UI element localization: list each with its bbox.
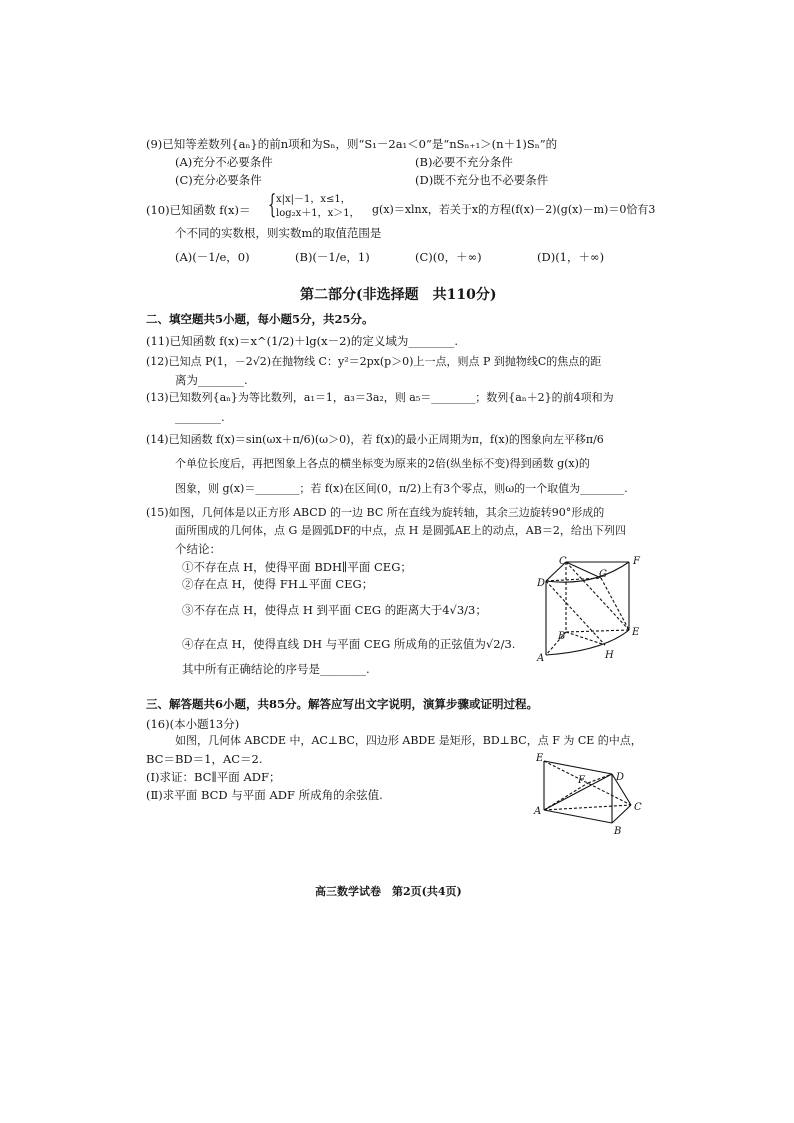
q16-line1: 如图，几何体 ABCDE 中，AC⊥BC，四边形 ABDE 是矩形，BD⊥BC，点 F 为 CE 的中点， bbox=[175, 734, 642, 747]
q9-option-a: (A)充分不必要条件 bbox=[175, 155, 273, 169]
part2-title: 第二部分(非选择题 共110分) bbox=[300, 287, 497, 303]
q9-option-c: (C)充分必要条件 bbox=[175, 173, 262, 187]
q14-line2: 个单位长度后，再把图象上各点的横坐标变为原来的2倍(纵坐标不变)得到函数 g(x)的 bbox=[175, 457, 590, 470]
fill-heading: 二、填空题共5小题，每小题5分，共25分。 bbox=[146, 312, 374, 326]
fig2-label-b: B bbox=[614, 826, 622, 837]
q16-part1: (Ⅰ)求证：BC∥平面 ADF； bbox=[146, 770, 281, 784]
fig1-label-h: H bbox=[605, 650, 614, 661]
q15-line1: (15)如图，几何体是以正方形 ABCD 的一边 BC 所在直线为旋转轴，其余三边旋转90°形成的 bbox=[146, 506, 605, 519]
q13-line1: (13)已知数列{aₙ}为等比数列，a₁＝1，a₃＝3a₂，则 a₅＝________；数列{aₙ＋2}的前4项和为 bbox=[146, 391, 614, 404]
q9-option-d: (D)既不充分也不必要条件 bbox=[415, 173, 549, 187]
q15-conclusion-3: ③不存在点 H，使得点 H 到平面 CEG 的距离大于4√3/3； bbox=[182, 603, 487, 617]
fig1-label-b: B bbox=[558, 631, 566, 642]
fig2-label-c: C bbox=[634, 802, 642, 813]
q14-line1: (14)已知函数 f(x)＝sin(ωx＋π/6)(ω＞0)，若 f(x)的最小正周期为π，f(x)的图象向左平移π/6 bbox=[146, 433, 604, 446]
q15-line3: 个结论： bbox=[175, 542, 221, 556]
q15-answer-line: 其中所有正确结论的序号是________. bbox=[182, 662, 370, 676]
q10-piece2: log₂x＋1，x＞1， bbox=[276, 208, 360, 219]
q16-title: (16)(本小题13分) bbox=[146, 717, 240, 731]
fig2-label-a: A bbox=[534, 806, 542, 817]
q12-line1: (12)已知点 P(1，－2√2)在抛物线 C：y²＝2px(p＞0)上一点，则点 P 到抛物线C的焦点的距 bbox=[146, 355, 602, 368]
q10-option-c: (C)(0，＋∞) bbox=[415, 250, 482, 264]
q15-figure bbox=[533, 553, 651, 668]
q10-option-a: (A)(－1/e，0) bbox=[175, 250, 250, 264]
q13-line2: ________. bbox=[175, 410, 225, 424]
fig2-label-e: E bbox=[536, 753, 544, 764]
q15-conclusion-1: ①不存在点 H，使得平面 BDH∥平面 CEG； bbox=[182, 560, 412, 574]
q10-option-b: (B)(－1/e，1) bbox=[295, 250, 370, 264]
q15-conclusion-2: ②存在点 H，使得 FH⊥平面 CEG； bbox=[182, 577, 374, 591]
fig1-label-c: C bbox=[559, 556, 567, 567]
page-footer: 高三数学试卷 第2页(共4页) bbox=[315, 885, 462, 898]
q16-line2: BC＝BD＝1，AC＝2. bbox=[146, 752, 263, 766]
q9-option-b: (B)必要不充分条件 bbox=[415, 155, 513, 169]
q14-line3: 图象，则 g(x)＝________；若 f(x)在区间(0，π/2)上有3个零点，则ω的一个取值为________. bbox=[175, 482, 628, 495]
fig1-label-g: G bbox=[599, 569, 607, 580]
q11: (11)已知函数 f(x)＝x^(1/2)＋lg(x－2)的定义域为________. bbox=[146, 334, 459, 348]
q16-figure bbox=[530, 753, 655, 838]
fig1-label-f: F bbox=[633, 556, 640, 567]
fig1-label-a: A bbox=[537, 653, 545, 664]
q10-brace: { bbox=[268, 190, 277, 220]
fig2-label-f: F bbox=[578, 775, 585, 786]
q10-stem-suffix: g(x)＝xlnx，若关于x的方程(f(x)－2)(g(x)－m)＝0恰有3 bbox=[372, 203, 656, 216]
fig2-label-d: D bbox=[616, 772, 625, 783]
q10-stem-line2: 个不同的实数根，则实数m的取值范围是 bbox=[175, 226, 382, 240]
fig1-label-e: E bbox=[632, 627, 640, 638]
q15-line2: 面所围成的几何体，点 G 是圆弧DF的中点，点 H 是圆弧AE上的动点，AB＝2，给出下列四 bbox=[175, 524, 626, 537]
q10-option-d: (D)(1，＋∞) bbox=[537, 250, 605, 264]
q16-part2: (Ⅱ)求平面 BCD 与平面 ADF 所成角的余弦值. bbox=[146, 788, 383, 802]
q12-line2: 离为________. bbox=[175, 373, 248, 387]
q10-stem-prefix: (10)已知函数 f(x)＝ bbox=[146, 203, 251, 217]
q10-piece1: x|x|－1，x≤1， bbox=[276, 194, 351, 205]
q15-conclusion-4: ④存在点 H，使得直线 DH 与平面 CEG 所成角的正弦值为√2/3. bbox=[182, 637, 516, 651]
solve-heading: 三、解答题共6小题，共85分。解答应写出文字说明，演算步骤或证明过程。 bbox=[146, 697, 539, 711]
q9-stem: (9)已知等差数列{aₙ}的前n项和为Sₙ，则“S₁－2a₁＜0”是“nSₙ₊₁＞(n＋1)Sₙ”的 bbox=[146, 137, 558, 151]
fig1-label-d: D bbox=[537, 578, 546, 589]
